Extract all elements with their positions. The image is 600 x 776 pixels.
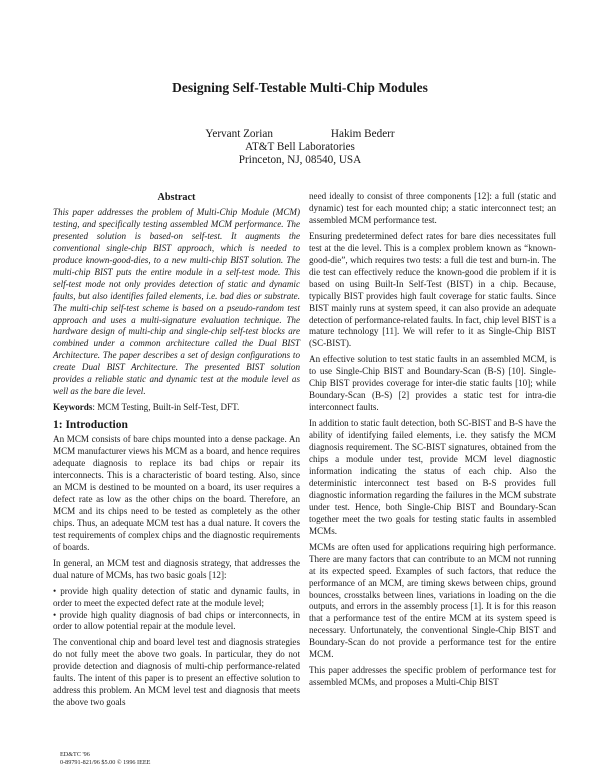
paragraph: An effective solution to test static faults in an assembled MCM, is to use Single-Chip BIST and Boundary-Scan (B-S) [10]. Single-Chip BIST provides coverage for inter-die static faults [10]; while Boundary-Scan (B-S) [2] provides a static test for intra-die interconnect faults. (309, 354, 556, 413)
copyright-line: 0-89791-821/96 $5.00 © 1996 IEEE (60, 759, 151, 766)
paragraph: Ensuring predetermined defect rates for bare dies necessitates full test at the die level. This is a complex problem known as “known-good-die”, which requires two tests: a full die test and burn-in. The die test can effectively reduce the known-good die problem if it is based on using Built-In Self-Test (BIST) in a chip. Because, typically BIST provides high fault coverage for static faults. Since BIST mainly runs at system speed, it can also provide an adequate detection of performance-related faults. In fact, chip level BIST is a mature technology [11]. We will refer to it as Single-Chip BIST (SC-BIST). (309, 230, 556, 349)
paragraph: In addition to static fault detection, both SC-BIST and B-S have the ability of identifying failed elements, i.e. they satisfy the MCM diagnosis requirement. The SC-BIST signatures, obtained from the chips a module under test, provide MCM level diagnostic information indicating the status of each chip. Also the deterministic interconnect test based on B-S provides full diagnostic information regarding the failures in the MCM substrate under test. Hence, both Single-Chip BIST and Boundary-Scan together meet the two goals for testing static faults in assembled MCMs. (309, 418, 556, 536)
left-column (53, 192, 300, 713)
author-block (0, 128, 600, 167)
keywords (53, 402, 300, 414)
keywords-text: : MCM Testing, Built-in Self-Test, DFT. (92, 402, 240, 413)
paragraph: The conventional chip and board level test and diagnosis strategies do not fully meet the above two goals. In particular, they do not provide detection and diagnosis of multi-chip performance-related faults. The intent of this paper is to present an effective solution to address this problem. An MCM level test and diagnosis that meets the above two goals (53, 637, 300, 708)
section-heading: 1: Introduction (53, 419, 128, 432)
location: Princeton, NJ, 08540, USA (238, 154, 362, 166)
affiliation: AT&T Bell Laboratories (245, 141, 355, 153)
conference-label: ED&TC '96 (60, 751, 90, 758)
author-names (0, 128, 600, 141)
keywords-label: Keywords (53, 402, 93, 413)
author-name: Yervant Zorian (205, 128, 273, 140)
bullet-item: • provide high quality diagnosis of bad chips or interconnects, in order to allow potential repair at the module level. (53, 609, 300, 632)
paragraph: need ideally to consist of three components [12]: a full (static and dynamic) test for each mounted chip; a static interconnect test; an assembled MCM performance test. (309, 191, 556, 225)
footer (60, 751, 150, 767)
abstract-heading: Abstract (157, 192, 196, 203)
paper-title: Designing Self-Testable Multi-Chip Modules (172, 80, 428, 95)
author-name: Hakim Bederr (330, 128, 395, 140)
abstract-text: This paper addresses the problem of Multi-Chip Module (MCM) testing, and specifically testing assembled MCM performance. The presented solution is based-on self-test. It augments the conventional single-chip BIST approach, which is needed to produce known-good-dies, to a new multi-chip BIST solution. The multi-chip BIST puts the entire module in a self-test mode. This self-test mode not only provides detection of static and dynamic faults, but also identifies failed elements, i.e. bad dies or substrate. The multi-chip self-test scheme is based on a pseudo-random test approach and uses a multi-signature evaluation technique. The hardware design of multi-chip and single-chip self-test blocks are combined under a common architecture called the Dual BIST Architecture. The paper describes a set of design configurations to create Dual BIST Architecture. The presented BIST solution provides a reliable static and dynamic test at the module level as well as the bare die level. (53, 206, 300, 397)
paragraph: This paper addresses the specific problem of performance test for assembled MCMs, and proposes a Multi-Chip BIST (309, 665, 556, 688)
right-column (309, 191, 556, 693)
bullet-item: • provide high quality detection of static and dynamic faults, in order to meet the expected defect rate at the module level; (53, 585, 300, 608)
paragraph: An MCM consists of bare chips mounted into a dense package. An MCM manufacturer views his MCM as a board, and hence requires adequate diagnosis to replace its bad chips or repair its interconnects. This is a characteristic of board testing. Also, since an MCM is destined to be mounted on a board, its user requires a defect rate as low as the other chips on the board. Therefore, an MCM and its chips need to be tested as completely as the other chips. Thus, an adequate MCM test has a dual nature. It covers the test requirements of complex chips and the diagnostic requirements of boards. (53, 434, 300, 552)
paragraph: In general, an MCM test and diagnosis strategy, that addresses the dual nature of MCMs, has two basic goals [12]: (53, 557, 300, 580)
paragraph: MCMs are often used for applications requiring high performance. There are many factors that can contribute to an MCM not running at its expected speed. Examples of such factors, that reduce the performance of an MCM, are timing skews between chips, ground bounces, crosstalks between lines, variations in loading on the die outputs, and errors in the assembly process [1]. It is for this reason that a performance test of the entire MCM at its system speed is necessary. Unfortunately, the conventional Single-Chip BIST and Boundary-Scan do not provide a performance test for the entire MCM. (309, 541, 556, 660)
